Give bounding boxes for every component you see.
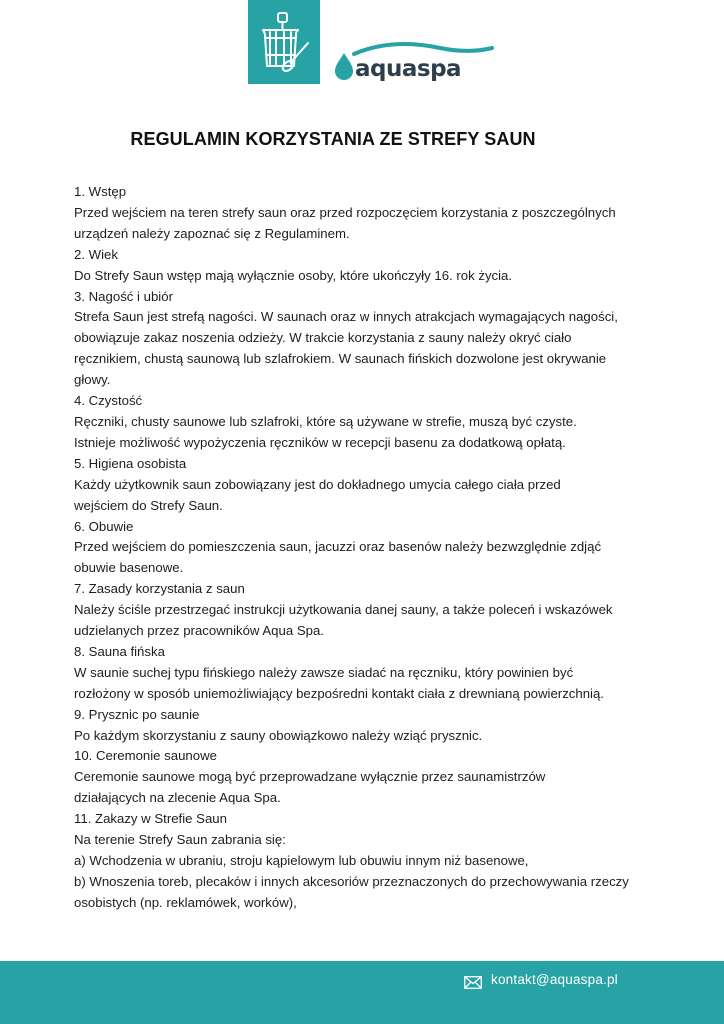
regulation-line: Przed wejściem do pomieszczenia saun, jacuzzi oraz basenów należy bezwzględnie zdjąć [74,539,602,555]
regulation-line: Do Strefy Saun wstęp mają wyłącznie osoby, które ukończyły 16. rok życia. [74,267,513,283]
regulation-line: Należy ściśle przestrzegać instrukcji użytkowania danej sauny, a także poleceń i wskazówek [74,602,613,618]
regulation-line: obuwie basenowe. [74,560,184,576]
regulation-line: głowy. [74,372,111,388]
regulation-line: 8. Sauna fińska [74,643,165,659]
regulation-line: rozłożony w sposób uniemożliwiający bezpośredni kontakt ciała z drewnianą powierzchnią. [74,685,604,701]
footer-bar [0,961,724,1024]
regulation-line: 6. Obuwie [74,518,134,534]
regulations-body [74,182,654,914]
regulation-line: Ceremonie saunowe mogą być przeprowadzane wyłącznie przez saunamistrzów [74,769,546,785]
page-title: REGULAMIN KORZYSTANIA ZE STREFY SAUN [130,129,536,149]
regulation-line: 2. Wiek [74,246,118,262]
regulation-line: 4. Czystość [74,393,143,409]
contact-email-link[interactable]: kontakt@aquaspa.pl [491,972,618,987]
regulation-line: Na terenie Strefy Saun zabrania się: [74,832,286,848]
regulation-line: 3. Nagość i ubiór [74,288,173,304]
regulation-line: działających na zlecenie Aqua Spa. [74,790,281,806]
sauna-bucket-ladle-icon [248,0,320,84]
regulation-line: urządzeń należy zapoznać się z Regulaminem. [74,225,350,241]
regulation-line: Każdy użytkownik saun zobowiązany jest do dokładnego umycia całego ciała przed [74,476,561,492]
regulation-line: Strefa Saun jest strefą nagości. W saunach oraz w innych atrakcjach wymagających nagości, [74,309,618,325]
regulation-line: Ręczniki, chusty saunowe lub szlafroki, które są używane w strefie, muszą być czyste. [74,413,577,429]
regulation-line: a) Wchodzenia w ubraniu, stroju kąpielowym lub obuwiu innym niż basenowe, [74,853,529,868]
brand-name: aquaspa [355,56,462,82]
water-drop-icon [334,52,354,80]
brand-logo [334,40,494,88]
regulation-line: ręcznikiem, chustą saunową lub szlafrokiem. W saunach fińskich dozwolone jest okrywanie [74,351,607,367]
regulation-line: osobistych (np. reklamówek, worków), [74,894,297,910]
regulation-line: b) Wnoszenia toreb, plecaków i innych akcesoriów przeznaczonych do przechowywania rzeczy [74,873,629,889]
regulation-line: obowiązuje zakaz noszenia odzieży. W trakcie korzystania z sauny należy okryć ciało [74,330,572,346]
regulation-line: 11. Zakazy w Strefie Saun [74,811,227,827]
regulation-line: 10. Ceremonie saunowe [74,748,217,764]
regulation-line: 7. Zasady korzystania z saun [74,581,245,597]
regulation-line: udzielanych przez pracowników Aqua Spa. [74,623,324,639]
regulation-line: 9. Prysznic po saunie [74,706,200,722]
regulation-line: Istnieje możliwość wypożyczenia ręczników w recepcji basenu za dodatkową opłatą. [74,434,566,450]
logo-tile [248,0,320,84]
regulation-line: W saunie suchej typu fińskiego należy zawsze siadać na ręczniku, który powinien być [74,664,574,680]
regulation-line: Po każdym skorzystaniu z sauny obowiązkowo należy wziąć prysznic. [74,727,483,743]
regulation-line: wejściem do Strefy Saun. [74,497,223,513]
envelope-icon [464,976,482,989]
regulation-line: Przed wejściem na teren strefy saun oraz przed rozpoczęciem korzystania z poszczególnych [74,204,616,220]
regulation-line: 1. Wstęp [74,184,127,199]
regulation-line: 5. Higiena osobista [74,455,187,471]
